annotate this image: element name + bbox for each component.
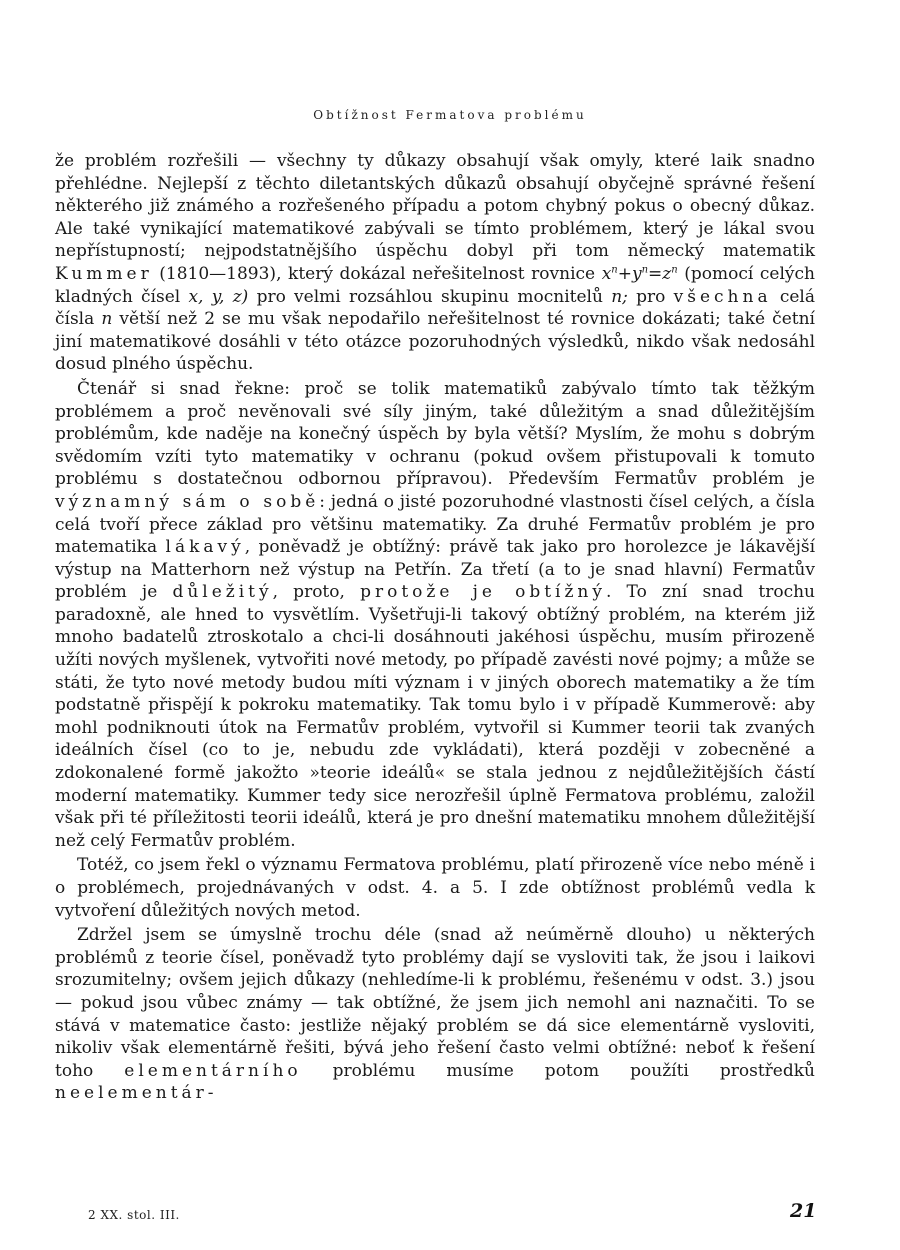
eq-exp: n [671, 264, 678, 276]
equation [602, 264, 678, 284]
paragraph-3: Totéž, co jsem řekl o významu Fermatova problému, platí přirozeně více nebo méně i o problémech, projednávaných v odst. 4. a 5. I zde obtížnost problémů vedla k vytvoření důležitých nových metod. [55, 855, 815, 921]
italic-var: n; [611, 286, 628, 307]
spaced-word: lákavý [165, 537, 245, 558]
eq-var: x [601, 263, 612, 284]
body-text [55, 150, 815, 1105]
paragraph-2 [55, 378, 815, 852]
spaced-word: důležitý [172, 582, 273, 603]
text-run: (pomocí celých kladných čísel [55, 263, 815, 307]
spaced-word: všechna [673, 286, 772, 307]
paragraph-1 [55, 150, 815, 376]
eq-op: + [617, 263, 632, 284]
text-run: problému musíme potom použíti prostředků [301, 1060, 815, 1081]
spaced-word: neelementár- [55, 1083, 218, 1104]
text-run: , proto, [272, 582, 361, 603]
spaced-word: elementárního [124, 1060, 302, 1081]
text-run: Zdržel jsem se úmyslně trochu déle (snad až neúměrně dlouho) u některých problémů z teorie čísel, poněvadž tyto problémy dají se vysloviti tak, že jsou i laikovi srozumitelny; ovšem jejich důkazy (nehledíme-li k problému, řešenému v odst. 3.) jsou — pokud jsou vůbec známy — tak obtížné, že jsem jich nemohl ani naznačiti. To se stává v matematice často: jestliže nějaký problém se dá sice elementárně vysloviti, nikoliv však elementárně řešiti, bývá jeho řešení často velmi obtížné: neboť k řešení toho [55, 925, 815, 1081]
text-run: (1810—1893), který dokázal neřešitelnost rovnice [152, 263, 602, 284]
eq-exp: n [611, 264, 618, 276]
italic-var: n [101, 309, 113, 330]
eq-var: y [631, 263, 642, 284]
text-run: pro velmi rozsáhlou skupinu mocnitelů [248, 286, 612, 307]
eq-exp: n [641, 264, 649, 276]
eq-op: =z [648, 263, 672, 284]
text-run: že problém rozřešili — všechny ty důkazy obsahují však omyly, které laik snadno přehlédne. Nejlepší z těchto diletantských důkazů obsahují obyčejně správné řešení některého již známého a rozřešeného případu a potom chybný pokus o obecný důkaz. Ale také vynikající matematikové zabývali se tímto problémem, který je lákal svou nepřístupností; nejpodstatnějšího úspěchu dobyl při tom německý matematik [55, 151, 815, 262]
signature-mark: 2 XX. stol. III. [88, 1208, 180, 1222]
italic-vars: x, y, z) [188, 286, 249, 307]
text-run: Čtenář si snad řekne: proč se tolik matematiků zabývalo tímto tak těžkým problémem a proč nevěnovali své síly jiným, také důležitým a snad důležitějším problémům, kde naděje na konečný úspěch by byla větší? Myslím, že mohu s dobrým svědomím vzíti tyto matematiky v ochranu (pokud ovšem přistupovali k tomuto problému s dostatečnou odbornou přípravou). Především Fermatův problém je [55, 378, 815, 490]
text-run: celá čísla [55, 286, 815, 330]
text-run: větší než 2 se mu však nepodařilo neřešitelnost té rovnice dokázati; také četní jiní matematikové dosáhli v této otázce pozoruhodných výsledků, nikdo však nedosáhl dosud plného úspěchu. [55, 309, 815, 375]
running-head: Obtížnost Fermatova problému [313, 108, 587, 122]
spaced-name: Kummer [55, 263, 153, 284]
text-run: . To zní snad trochu paradoxně, ale hned to vysvětlím. Vyšetřuji-li takový obtížný problém, na kterém již mnoho badatelů ztroskotalo a chci-li dosáhnouti jakéhosi úspěchu, musím přirozeně užíti nových myšlenek, vytvořiti nové metody, po případě zavésti nové pojmy; a může se státi, že tyto nové metody budou míti význam i v jiných oborech matematiky a že tím podstatně přispějí k pokroku matematiky. Tak tomu bylo i v případě Kummerově: aby mohl podniknouti útok na Fermatův problém, vytvořil si Kummer teorii tak zvaných ideálních čísel (co to je, nebudu zde vykládati), která později v zobecněné a zdokonalené formě jakožto »teorie ideálů« se stala jednou z nejdůležitějších částí moderní matematiky. Kummer tedy sice nerozřešil úplně Fermatova problému, založil však při té příležitosti teorii ideálů, která je pro dnešní matematiku mnohem důležitější než celý Fermatův problém. [55, 582, 815, 851]
paragraph-4 [55, 924, 815, 1105]
spaced-phrase: významný sám o sobě [55, 491, 320, 512]
text-run: , poněvadž je obtížný: právě tak jako pro horolezce je lákavější výstup na Matterhorn než výstup na Petřín. Za třetí (a to je snad hlavní) Fermatův problém je [55, 537, 816, 603]
text-run: pro [627, 286, 674, 307]
page-number: 21 [790, 1200, 817, 1222]
text-run: : jedná o jisté pozoruhodné vlastnosti čísel celých, a čísla celá tvoří přece základ pro většinu matematiky. Za druhé Fermatův problém je pro matematika [55, 491, 816, 558]
spaced-phrase: protože je obtížný [360, 582, 606, 603]
